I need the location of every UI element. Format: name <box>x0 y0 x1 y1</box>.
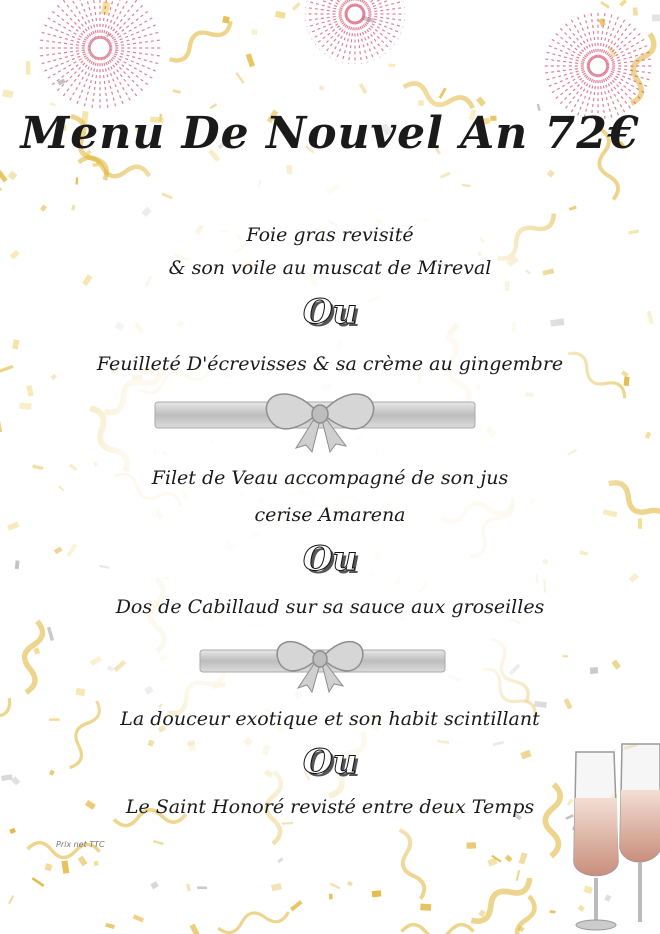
main-1-line-1: Filet de Veau accompagné de son jus <box>151 467 509 489</box>
firework-icon <box>38 0 162 110</box>
dessert-1: La douceur exotique et son habit scintillant <box>120 708 540 730</box>
main-2: Dos de Cabillaud sur sa sauce aux groseilles <box>115 596 545 618</box>
main-1-line-2: cerise Amarena <box>254 504 406 526</box>
starter-1-line-2: & son voile au muscat de Mireval <box>168 257 492 279</box>
price-note: Prix net TTC <box>56 840 105 849</box>
starter-2: Feuilleté D'écrevisses & sa crème au gingembre <box>96 353 564 375</box>
menu-title: Menu De Nouvel An 72€ <box>20 108 640 159</box>
dessert-2: Le Saint Honoré revisté entre deux Temps <box>125 796 535 818</box>
separator-or: Ou <box>302 292 358 332</box>
separator-or: Ou <box>302 742 358 782</box>
starter-1-line-1: Foie gras revisité <box>246 224 414 246</box>
separator-or: Ou <box>302 539 358 579</box>
firework-icon <box>543 11 653 121</box>
